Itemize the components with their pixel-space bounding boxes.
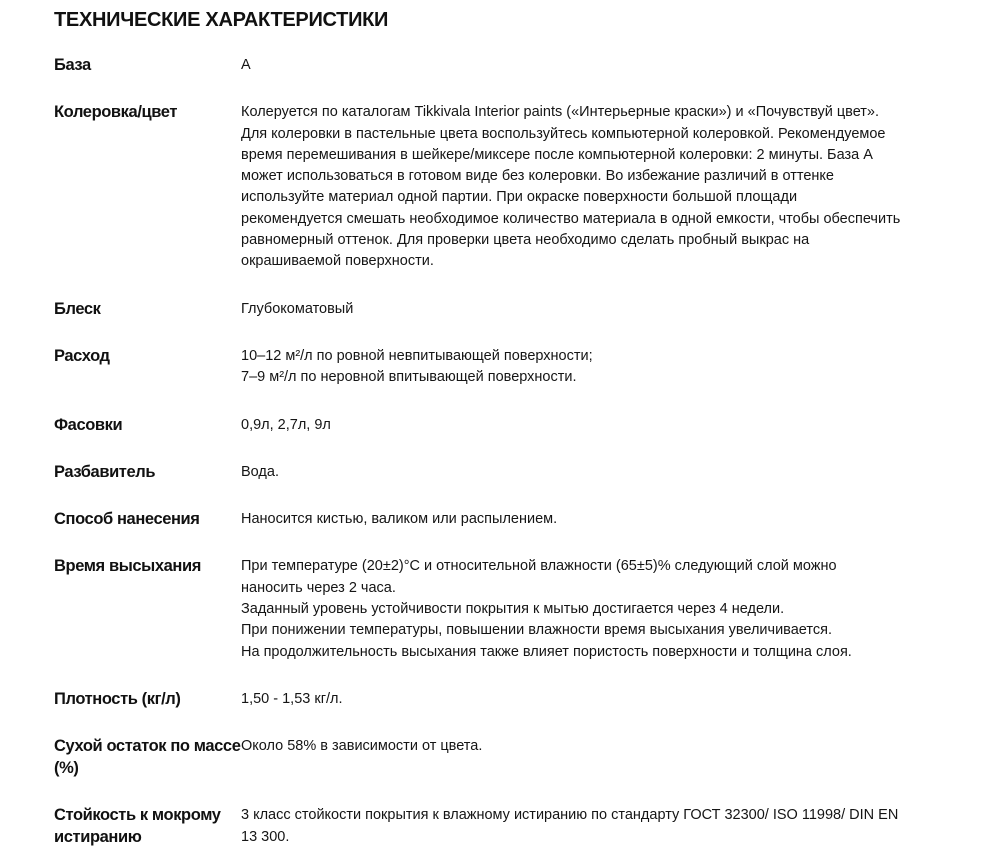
spec-row-packaging xyxy=(54,414,944,436)
spec-label: Фасовки xyxy=(54,415,123,434)
spec-value-line: 3 класс стойкости покрытия к влажному истиранию по стандарту ГОСТ 32300/ ISO 11998/ DIN EN xyxy=(241,807,899,824)
spec-value xyxy=(241,735,944,757)
spec-value-line: используйте материал одной партии. При окраске поверхности большой площади xyxy=(241,189,798,206)
spec-value-line: A xyxy=(241,57,251,73)
spec-row-density xyxy=(54,688,944,710)
spec-row-consumption xyxy=(54,345,944,389)
spec-label: Сухой остаток по массе (%) xyxy=(54,737,241,778)
spec-label: Способ нанесения xyxy=(54,510,200,529)
spec-value-line: может использоваться в готовом виде без колеровки. Во избежание различий в оттенке xyxy=(241,168,834,185)
spec-value xyxy=(241,101,944,272)
spec-label: Время высыхания xyxy=(54,557,201,576)
spec-value-line: Вода. xyxy=(241,463,279,480)
spec-value-line: Около 58% в зависимости от цвета. xyxy=(241,738,483,755)
spec-row-base xyxy=(54,54,944,76)
spec-label: База xyxy=(54,56,91,74)
spec-label: Расход xyxy=(54,346,110,365)
spec-value-line: При температуре (20±2)°С и относительной влажности (65±5)% следующий слой можно xyxy=(241,558,837,575)
spec-value-line: Наносится кистью, валиком или распылением. xyxy=(241,511,558,528)
spec-value xyxy=(241,508,944,530)
spec-value-line: время перемешивания в шейкере/миксере после компьютерной колеровки: 2 минуты. База А xyxy=(241,146,873,163)
spec-value-line: рекомендуется смешать необходимое количество материала в одной емкости, чтобы обеспечить xyxy=(241,210,901,227)
spec-value-line: 13 300. xyxy=(241,828,290,845)
spec-value-line: 0,9л, 2,7л, 9л xyxy=(241,416,331,433)
spec-value xyxy=(241,414,944,436)
spec-value xyxy=(241,345,944,389)
spec-value-line: 1,50 - 1,53 кг/л. xyxy=(241,690,343,707)
spec-row-drying-time xyxy=(54,555,944,662)
spec-value xyxy=(241,298,944,320)
spec-row-thinner xyxy=(54,461,944,483)
spec-table xyxy=(54,54,944,848)
spec-label: Блеск xyxy=(54,299,101,318)
spec-value-line: Для колеровки в пастельные цвета воспользуйтесь компьютерной колеровкой. Рекомендуемое xyxy=(241,125,886,142)
spec-value-line: равномерный оттенок. Для проверки цвета необходимо сделать пробный выкрас на xyxy=(241,232,810,249)
spec-value-line: окрашиваемой поверхности. xyxy=(241,253,434,270)
page-title: ТЕХНИЧЕСКИЕ ХАРАКТЕРИСТИКИ xyxy=(54,9,389,31)
spec-label: Колеровка/цвет xyxy=(54,103,178,122)
spec-value-line: На продолжительность высыхания также влияет пористость поверхности и толщина слоя. xyxy=(241,643,852,660)
spec-value xyxy=(241,54,944,76)
spec-row-wet-abrasion xyxy=(54,804,944,848)
spec-row-dry-residue xyxy=(54,735,944,779)
spec-value-line: 10–12 м²/л по ровной невпитывающей поверхности; xyxy=(241,347,593,364)
spec-row-gloss xyxy=(54,298,944,320)
spec-value-line: Глубокоматовый xyxy=(241,300,354,317)
spec-label: Разбавитель xyxy=(54,462,156,481)
spec-value xyxy=(241,804,944,848)
spec-value xyxy=(241,555,944,662)
spec-label: Стойкость к мокрому истиранию xyxy=(54,806,221,847)
spec-value-line: наносить через 2 часа. xyxy=(241,579,396,596)
spec-value-line: Колеруется по каталогам Tikkivala Interior paints («Интерьерные краски») и «Почувствуй цвет». xyxy=(241,104,880,121)
spec-sheet xyxy=(54,8,944,848)
spec-label: Плотность (кг/л) xyxy=(54,689,181,708)
spec-value-line: При понижении температуры, повышении влажности время высыхания увеличивается. xyxy=(241,622,832,639)
spec-value xyxy=(241,461,944,483)
spec-row-application xyxy=(54,508,944,530)
spec-value xyxy=(241,688,944,710)
spec-value-line: Заданный уровень устойчивости покрытия к мытью достигается через 4 недели. xyxy=(241,601,785,618)
spec-value-line: 7–9 м²/л по неровной впитывающей поверхности. xyxy=(241,369,577,386)
spec-row-tinting xyxy=(54,101,944,272)
